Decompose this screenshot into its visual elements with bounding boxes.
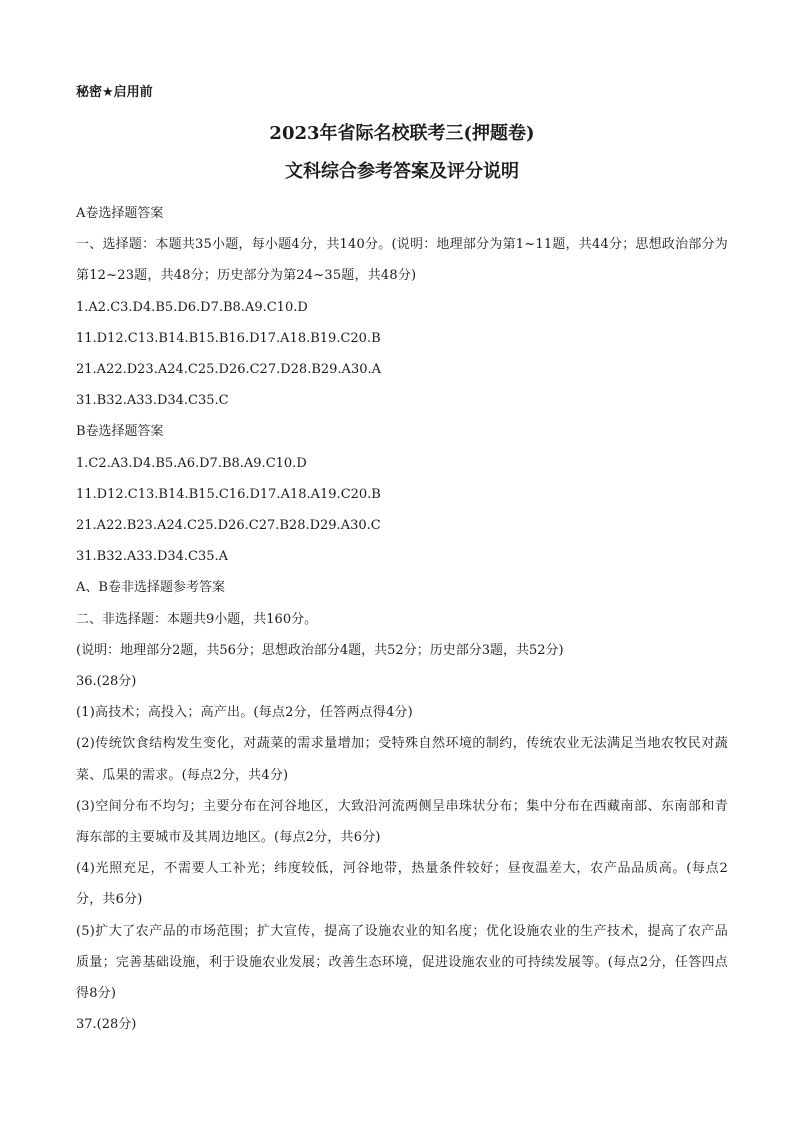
a-answer-row-2: 11.D12.C13.B14.B15.B16.D17.A18.B19.C20.B: [76, 330, 381, 346]
b-volume-heading: B卷选择题答案: [76, 424, 164, 440]
confidential-mark: 秘密★启用前: [76, 85, 153, 100]
nonchoice-note: (说明：地理部分2题，共56分；思想政治部分4题，共52分；历史部分3题，共52分): [76, 642, 564, 658]
exam-title: 2023年省际名校联考三(押题卷): [269, 123, 535, 144]
q36-answer-3: (3)空间分布不均匀；主要分布在河谷地区，大致沿河流两侧呈串珠状分布；集中分布在西藏南部、东南部和青海东部的主要城市及其周边地区。(每点2分，共6分): [76, 798, 728, 846]
question-37-label: 37.(28分): [76, 1017, 137, 1033]
q36-answer-5: (5)扩大了农产品的市场范围；扩大宣传，提高了设施农业的知名度；优化设施农业的生产技术，提高了农产品质量；完善基础设施，利于设施农业发展；改善生态环境，促进设施农业的可持续发展等。(每点2分，任答四点得8分): [76, 923, 728, 1002]
q36-answer-4: (4)光照充足，不需要人工补光；纬度较低，河谷地带，热量条件较好；昼夜温差大，农产品品质高。(每点2分，共6分): [76, 861, 728, 908]
b-answer-row-2: 11.D12.C13.B14.B15.C16.D17.A18.A19.C20.B: [76, 486, 381, 502]
a-answer-row-4: 31.B32.A33.D34.C35.C: [76, 393, 229, 409]
question-36-label: 36.(28分): [76, 674, 137, 690]
q36-answer-2: (2)传统饮食结构发生变化，对蔬菜的需求量增加；受特殊自然环境的制约，传统农业无法满足当地农牧民对蔬菜、瓜果的需求。(每点2分，共4分): [76, 736, 728, 783]
a-answer-row-3: 21.A22.D23.A24.C25.D26.C27.D28.B29.A30.A: [76, 362, 382, 378]
b-answer-row-4: 31.B32.A33.D34.C35.A: [76, 549, 229, 565]
q36-answer-1: (1)高技术；高投入；高产出。(每点2分，任答两点得4分): [76, 705, 413, 721]
exam-subtitle: 文科综合参考答案及评分说明: [285, 161, 519, 182]
a-volume-heading: A卷选择题答案: [76, 206, 164, 221]
b-answer-row-1: 1.C2.A3.D4.B5.A6.D7.B8.A9.C10.D: [76, 455, 307, 471]
a-answer-row-1: 1.A2.C3.D4.B5.D6.D7.B8.A9.C10.D: [76, 299, 308, 315]
b-answer-row-3: 21.A22.B23.A24.C25.D26.C27.B28.D29.A30.C: [76, 518, 381, 534]
choice-section-intro: 一、选择题：本题共35小题，每小题4分，共140分。(说明：地理部分为第1~11题，共44分；思想政治部分为第12~23题，共48分；历史部分为第24~35题，共48分): [76, 237, 728, 284]
nonchoice-intro: 二、非选择题：本题共9小题，共160分。: [76, 611, 318, 627]
nonchoice-heading: A、B卷非选择题参考答案: [76, 580, 225, 596]
